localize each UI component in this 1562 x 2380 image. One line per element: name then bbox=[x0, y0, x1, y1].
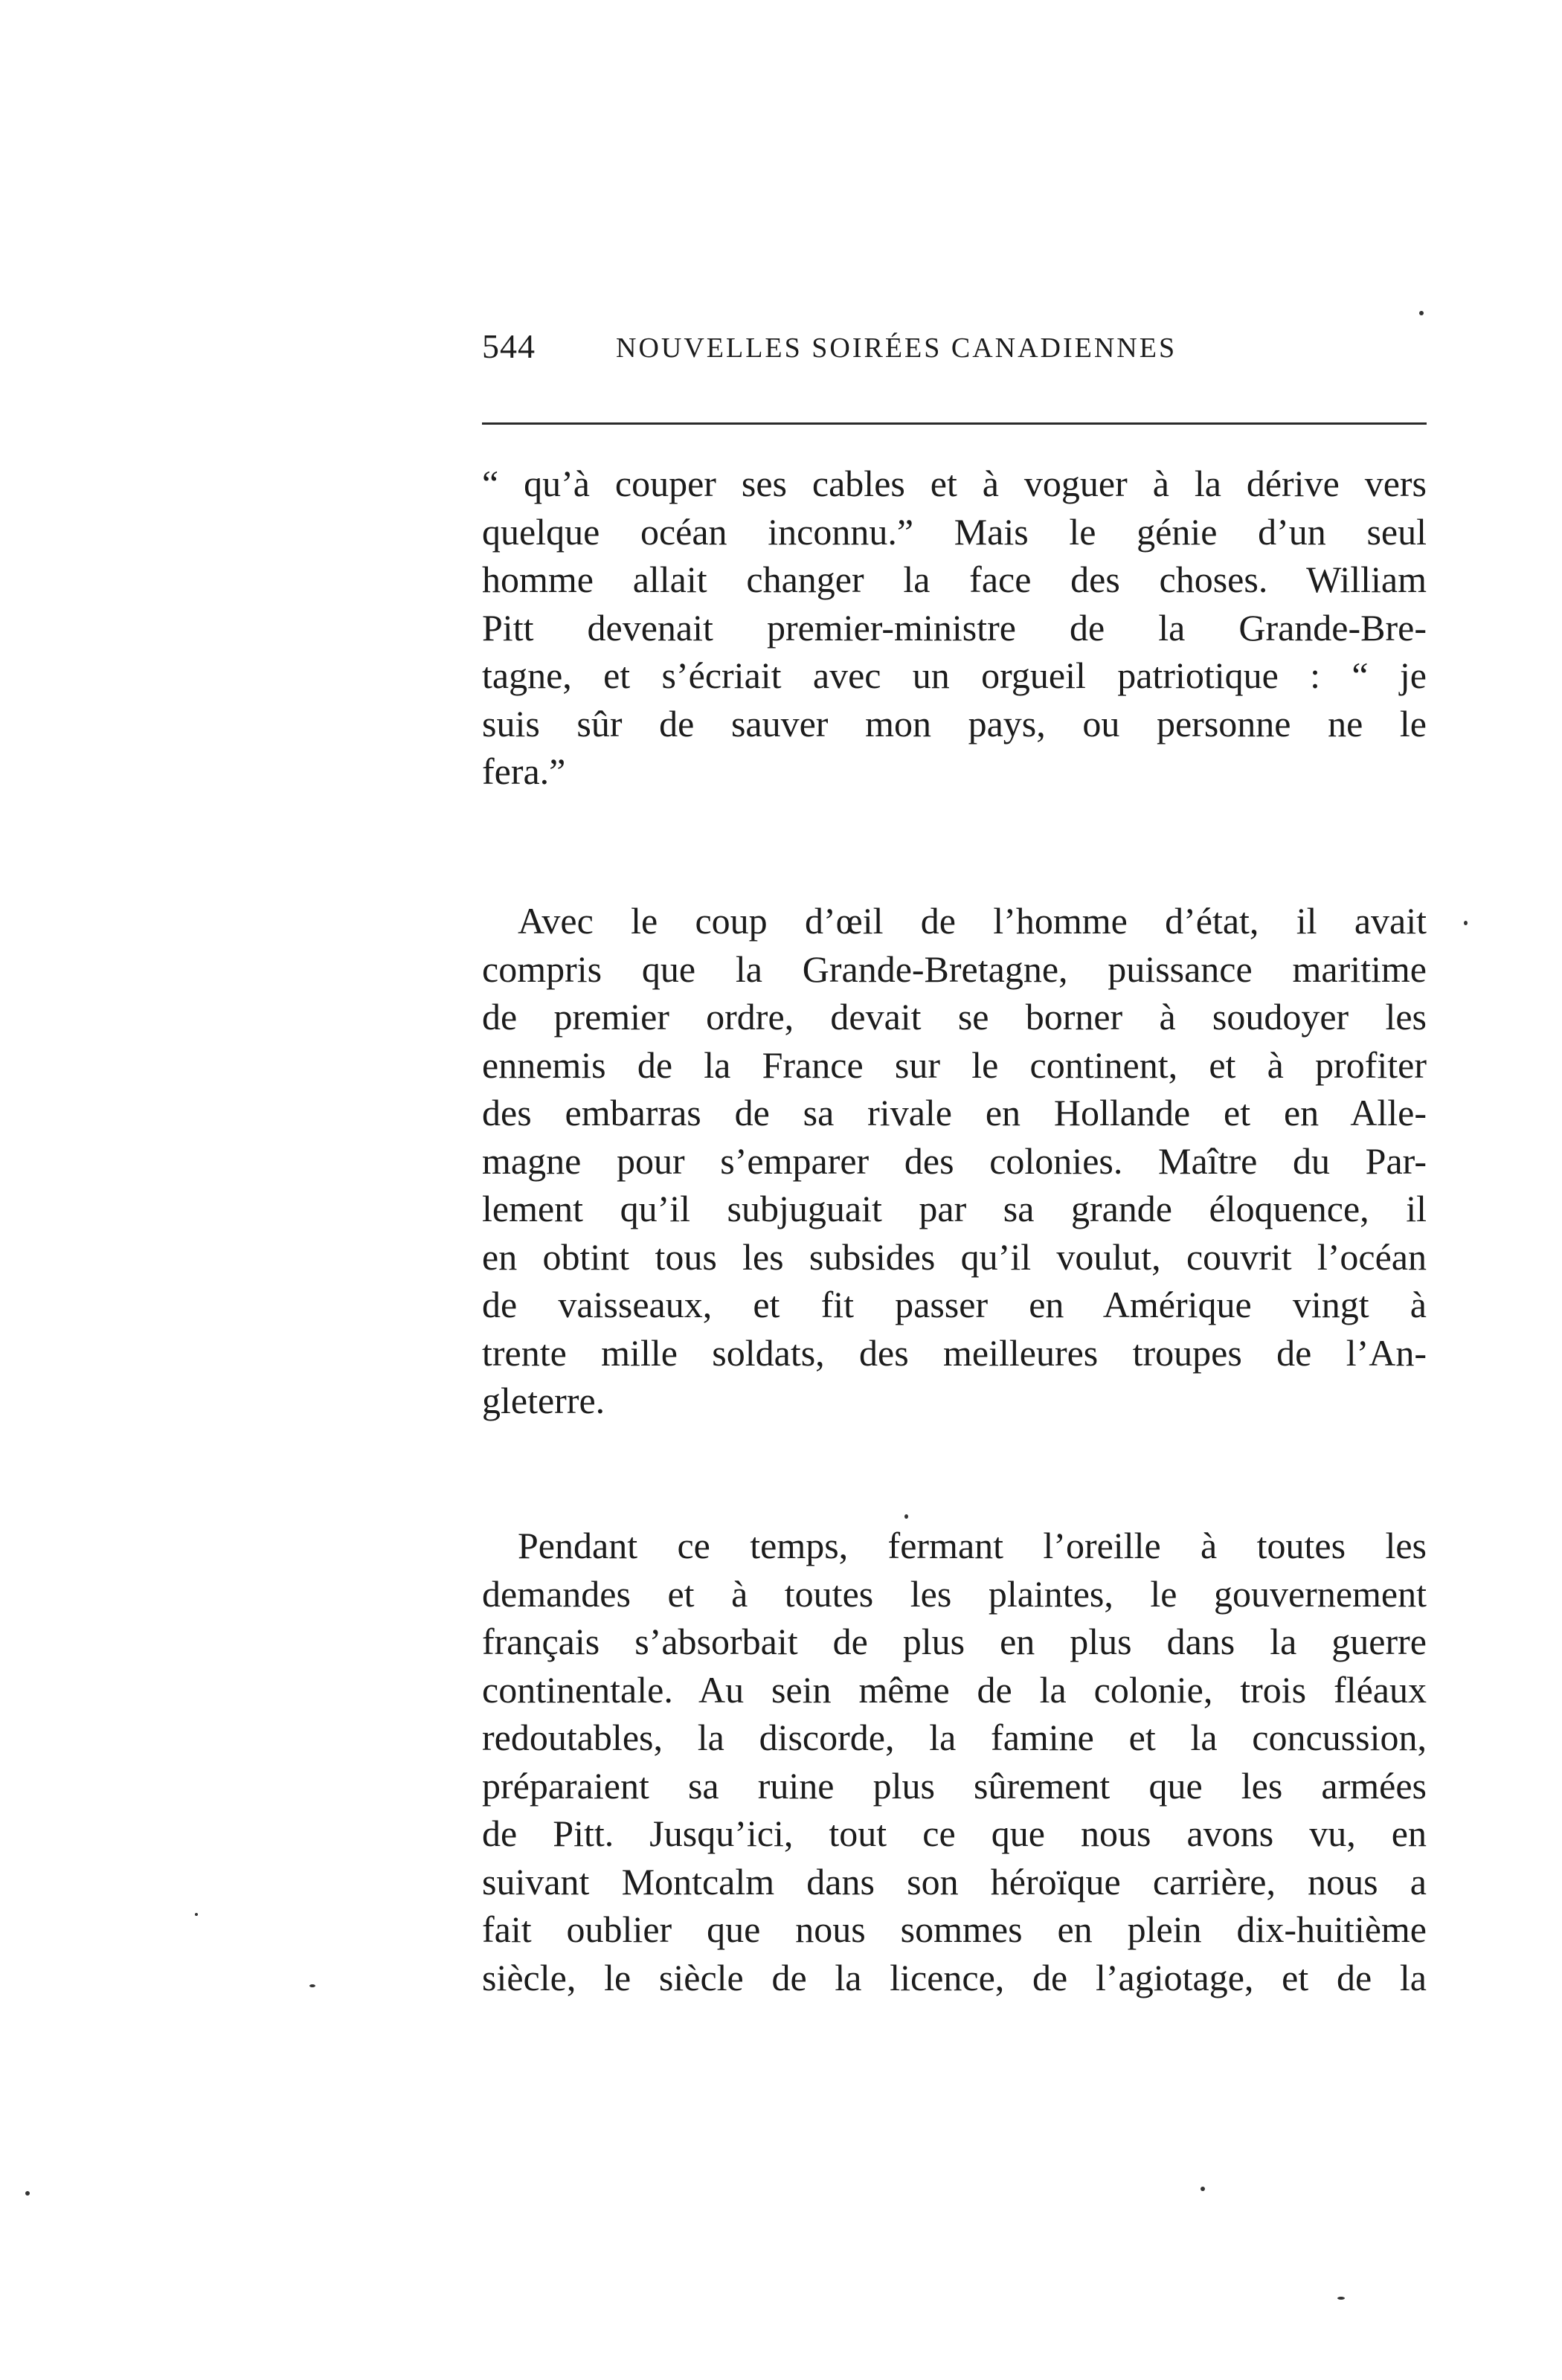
text-line: suis sûr de sauver mon pays, ou personne ne le bbox=[482, 702, 1427, 744]
scan-speck bbox=[1419, 311, 1424, 315]
text-line: suivant Montcalm dans son héroïque carrière, nous a bbox=[482, 1860, 1427, 1903]
running-title: NOUVELLES SOIRÉES CANADIENNES bbox=[616, 332, 1177, 364]
text-line: Avec le coup d’œil de l’homme d’état, il avait bbox=[518, 900, 1427, 942]
paragraph-3 bbox=[482, 1522, 1427, 2001]
text-line: trente mille soldats, des meilleures troupes de l’An- bbox=[482, 1331, 1427, 1374]
text-line: Pendant ce temps, fermant l’oreille à toutes les bbox=[518, 1525, 1427, 1566]
text-line: siècle, le siècle de la licence, de l’agiotage, et de la bbox=[482, 1956, 1427, 1998]
text-line: en obtint tous les subsides qu’il voulut, couvrit l’océan bbox=[482, 1235, 1427, 1278]
text-line: compris que la Grande-Bretagne, puissance maritime bbox=[482, 948, 1427, 990]
paragraph-1 bbox=[482, 460, 1427, 796]
text-line: “ qu’à couper ses cables et à voguer à la dérive vers bbox=[482, 463, 1427, 504]
text-line: français s’absorbait de plus en plus dans la guerre bbox=[482, 1621, 1427, 1662]
text-line: quelque océan inconnu.” Mais le génie d’un seul bbox=[482, 510, 1427, 553]
text-line: lement qu’il subjuguait par sa grande éloquence, il bbox=[482, 1188, 1427, 1229]
page-number: 544 bbox=[482, 327, 536, 365]
text-line: homme allait changer la face des choses. William bbox=[482, 559, 1427, 600]
text-line: redoutables, la discorde, la famine et la concussion, bbox=[482, 1717, 1427, 1758]
text-line: de vaisseaux, et fit passer en Amérique vingt à bbox=[482, 1284, 1427, 1325]
paragraph-2 bbox=[482, 897, 1427, 1425]
scan-speck bbox=[1201, 2187, 1205, 2191]
header-rule bbox=[482, 422, 1427, 425]
text-line: magne pour s’emparer des colonies. Maître du Par- bbox=[482, 1139, 1427, 1182]
text-line: ennemis de la France sur le continent, et à profiter bbox=[482, 1043, 1427, 1086]
text-line: Pitt devenait premier-ministre de la Grande-Bre- bbox=[482, 606, 1427, 649]
text-line: fera.” bbox=[482, 750, 566, 792]
text-line: gleterre. bbox=[482, 1380, 605, 1421]
scan-speck bbox=[309, 1984, 315, 1987]
scan-speck bbox=[1464, 921, 1468, 925]
text-line: de premier ordre, devait se borner à soudoyer les bbox=[482, 996, 1427, 1038]
text-line: demandes et à toutes les plaintes, le gouvernement bbox=[482, 1572, 1427, 1615]
text-line: continentale. Au sein même de la colonie, trois fléaux bbox=[482, 1668, 1427, 1711]
scan-speck bbox=[904, 1514, 908, 1519]
text-line: des embarras de sa rivale en Hollande et en Alle- bbox=[482, 1092, 1427, 1133]
scan-speck bbox=[25, 2191, 30, 2196]
scan-speck bbox=[195, 1913, 198, 1916]
text-line: de Pitt. Jusqu’ici, tout ce que nous avons vu, en bbox=[482, 1813, 1427, 1854]
text-line: tagne, et s’écriait avec un orgueil patriotique : “ je bbox=[482, 654, 1427, 696]
text-line: fait oublier que nous sommes en plein dix-huitième bbox=[482, 1908, 1427, 1950]
running-header bbox=[482, 324, 1427, 369]
text-line: préparaient sa ruine plus sûrement que les armées bbox=[482, 1764, 1427, 1807]
scan-speck bbox=[1337, 2297, 1345, 2300]
